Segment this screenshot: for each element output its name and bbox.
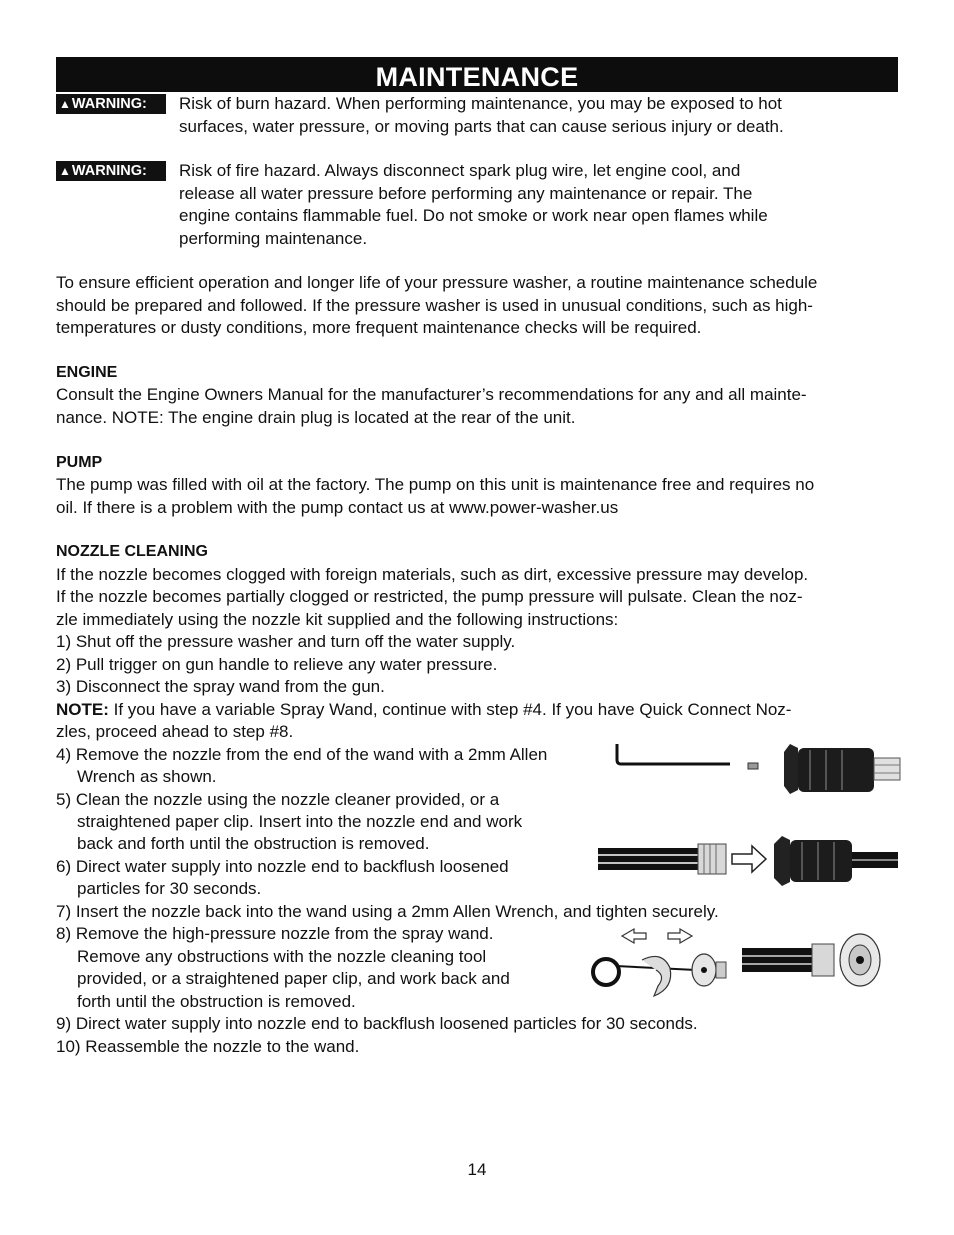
warning-line: Risk of fire hazard. Always disconnect spark plug wire, let engine cool, and (179, 161, 741, 180)
warning-triangle-icon: ▲ (59, 97, 71, 111)
note-label: NOTE: (56, 700, 109, 719)
quick-connect-nozzle-icon (692, 954, 726, 986)
step-10: 10) Reassemble the nozzle to the wand. (56, 1037, 360, 1056)
warning-line: release all water pressure before performing any maintenance or repair. The (179, 183, 753, 203)
step-8-cont: Remove any obstructions with the nozzle cleaning tool (77, 947, 487, 966)
wand-grip-icon (774, 836, 898, 886)
step-8-cont: forth until the obstruction is removed. (77, 992, 356, 1011)
arrow-left-right-icon (622, 929, 692, 943)
intro-paragraph (56, 272, 898, 340)
step-5-cont: straightened paper clip. Insert into the nozzle end and work (77, 812, 523, 831)
nozzle-line: zle immediately using the nozzle kit supplied and the following instructions: (56, 610, 619, 629)
step-8-cont: provided, or a straightened paper clip, and work back and (77, 969, 510, 988)
pump-line: The pump was filled with oil at the factory. The pump on this unit is maintenance free and requires no (56, 475, 815, 494)
warning-text-fire (179, 160, 869, 250)
page-title: MAINTENANCE (56, 57, 898, 92)
nozzle-line: If the nozzle becomes partially clogged or restricted, the pump pressure will pulsate. Clean the noz- (56, 587, 803, 606)
step-5: 5) Clean the nozzle using the nozzle cleaner provided, or a (56, 790, 500, 809)
page-number: 14 (467, 1160, 487, 1179)
warning-line: performing maintenance. (179, 228, 368, 248)
step-4: 4) Remove the nozzle from the end of the wand with a 2mm Allen (56, 745, 548, 764)
warning-badge-fire (56, 161, 166, 181)
hose-wand-figure (596, 832, 900, 888)
intro-line: temperatures or dusty conditions, more frequent maintenance checks will be required. (56, 318, 702, 337)
warning-line: surfaces, water pressure, or moving parts that can cause serious injury or death. (179, 116, 784, 136)
quick-connect-figure (584, 926, 884, 1002)
nozzle-heading: NOZZLE CLEANING (56, 543, 208, 560)
warning-triangle-icon: ▲ (59, 164, 71, 178)
nozzle-icon (748, 763, 758, 769)
engine-line: nance. NOTE: The engine drain plug is located at the rear of the unit. (56, 407, 576, 427)
warning-badge-burn (56, 94, 166, 114)
pump-paragraph (56, 474, 898, 519)
step-4-cont: Wrench as shown. (77, 767, 217, 786)
engine-heading: ENGINE (56, 364, 118, 381)
warning-line: Risk of burn hazard. When performing maintenance, you may be exposed to hot (179, 94, 782, 113)
warning-text-burn (179, 93, 869, 138)
allen-wrench-icon (617, 744, 730, 764)
arrow-right-icon (732, 846, 766, 872)
step-2: 2) Pull trigger on gun handle to relieve any water pressure. (56, 655, 498, 674)
engine-paragraph (56, 384, 898, 429)
allen-wrench-figure (612, 738, 902, 800)
nozzle-line: If the nozzle becomes clogged with foreign materials, such as dirt, excessive pressure may develop. (56, 565, 809, 584)
note-line (56, 699, 791, 722)
intro-line: To ensure efficient operation and longer life of your pressure washer, a routine maintenance schedule (56, 273, 818, 292)
step-7: 7) Insert the nozzle back into the wand using a 2mm Allen Wrench, and tighten securely. (56, 902, 719, 921)
wand-coupler-icon (742, 934, 880, 986)
step-3: 3) Disconnect the spray wand from the gun. (56, 677, 385, 696)
warning-badge-label: WARNING: (71, 163, 147, 179)
pump-line: oil. If there is a problem with the pump contact us at www.power-washer.us (56, 497, 619, 517)
intro-line: should be prepared and followed. If the pressure washer is used in unusual conditions, such as high- (56, 295, 813, 315)
step-8: 8) Remove the high-pressure nozzle from the spray wand. (56, 924, 494, 943)
cleaning-tool-icon (593, 956, 696, 996)
step-6-cont: particles for 30 seconds. (77, 879, 262, 898)
step-1: 1) Shut off the pressure washer and turn off the water supply. (56, 632, 516, 651)
warning-line: engine contains flammable fuel. Do not smoke or work near open flames while (179, 206, 768, 225)
note-text: If you have a variable Spray Wand, continue with step #4. If you have Quick Connect Noz- (108, 700, 792, 719)
note-line-2: zles, proceed ahead to step #8. (56, 722, 294, 741)
step-5-cont: back and forth until the obstruction is removed. (77, 834, 430, 853)
step-6: 6) Direct water supply into nozzle end to backflush loosened (56, 857, 509, 876)
step-9: 9) Direct water supply into nozzle end to backflush loosened particles for 30 seconds. (56, 1014, 698, 1033)
pump-heading: PUMP (56, 454, 103, 471)
hose-icon (598, 844, 726, 874)
warning-badge-label: WARNING: (71, 96, 147, 112)
engine-line: Consult the Engine Owners Manual for the manufacturer’s recommendations for any and all mainte- (56, 385, 807, 404)
wand-grip-icon (784, 744, 900, 794)
